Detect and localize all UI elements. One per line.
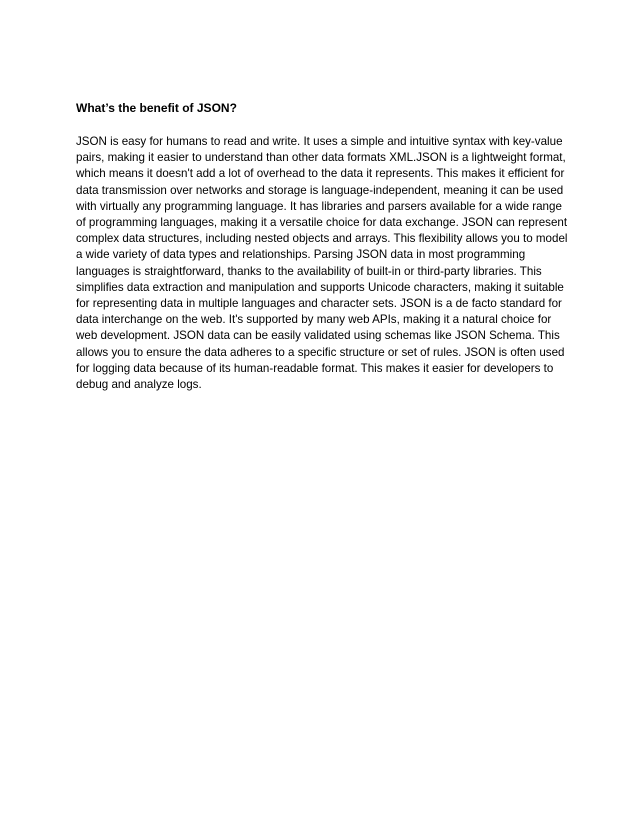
- document-content: [76, 100, 576, 393]
- paragraph-line: allows you to ensure the data adheres to a specific structure or set of rules. JSON is often used: [76, 345, 565, 359]
- paragraph-line: JSON is easy for humans to read and write. It uses a simple and intuitive syntax with key-value: [76, 135, 563, 148]
- paragraph-line: languages is straightforward, thanks to the availability of built-in or third-party libraries. This: [76, 264, 542, 278]
- paragraph-line: for logging data because of its human-readable format. This makes it easier for developers to: [76, 361, 554, 375]
- paragraph-line: debug and analyze logs.: [76, 378, 202, 392]
- section-heading: What’s the benefit of JSON?: [76, 101, 237, 115]
- paragraph-line: data transmission over networks and storage is language-independent, meaning it can be used: [76, 183, 564, 197]
- paragraph-line: pairs, making it easier to understand than other data formats XML.JSON is a lightweight format,: [76, 151, 566, 165]
- paragraph-line: for representing data in multiple languages and character sets. JSON is a de facto standard for: [76, 297, 562, 311]
- paragraph-line: web development. JSON data can be easily validated using schemas like JSON Schema. This: [76, 329, 560, 343]
- paragraph-line: which means it doesn't add a lot of overhead to the data it represents. This makes it efficient for: [76, 167, 565, 181]
- paragraph-line: complex data structures, including nested objects and arrays. This flexibility allows you to model: [76, 232, 568, 246]
- paragraph-line: a wide variety of data types and relationships. Parsing JSON data in most programming: [76, 248, 526, 262]
- body-paragraph: [76, 134, 576, 393]
- paragraph-line: with virtually any programming language. It has libraries and parsers available for a wide range: [76, 199, 562, 213]
- paragraph-line: simplifies data extraction and manipulation and supports Unicode characters, making it suitable: [76, 280, 564, 294]
- paragraph-line: of programming languages, making it a versatile choice for data exchange. JSON can represent: [76, 216, 568, 230]
- paragraph-line: data interchange on the web. It's supported by many web APIs, making it a natural choice for: [76, 313, 552, 327]
